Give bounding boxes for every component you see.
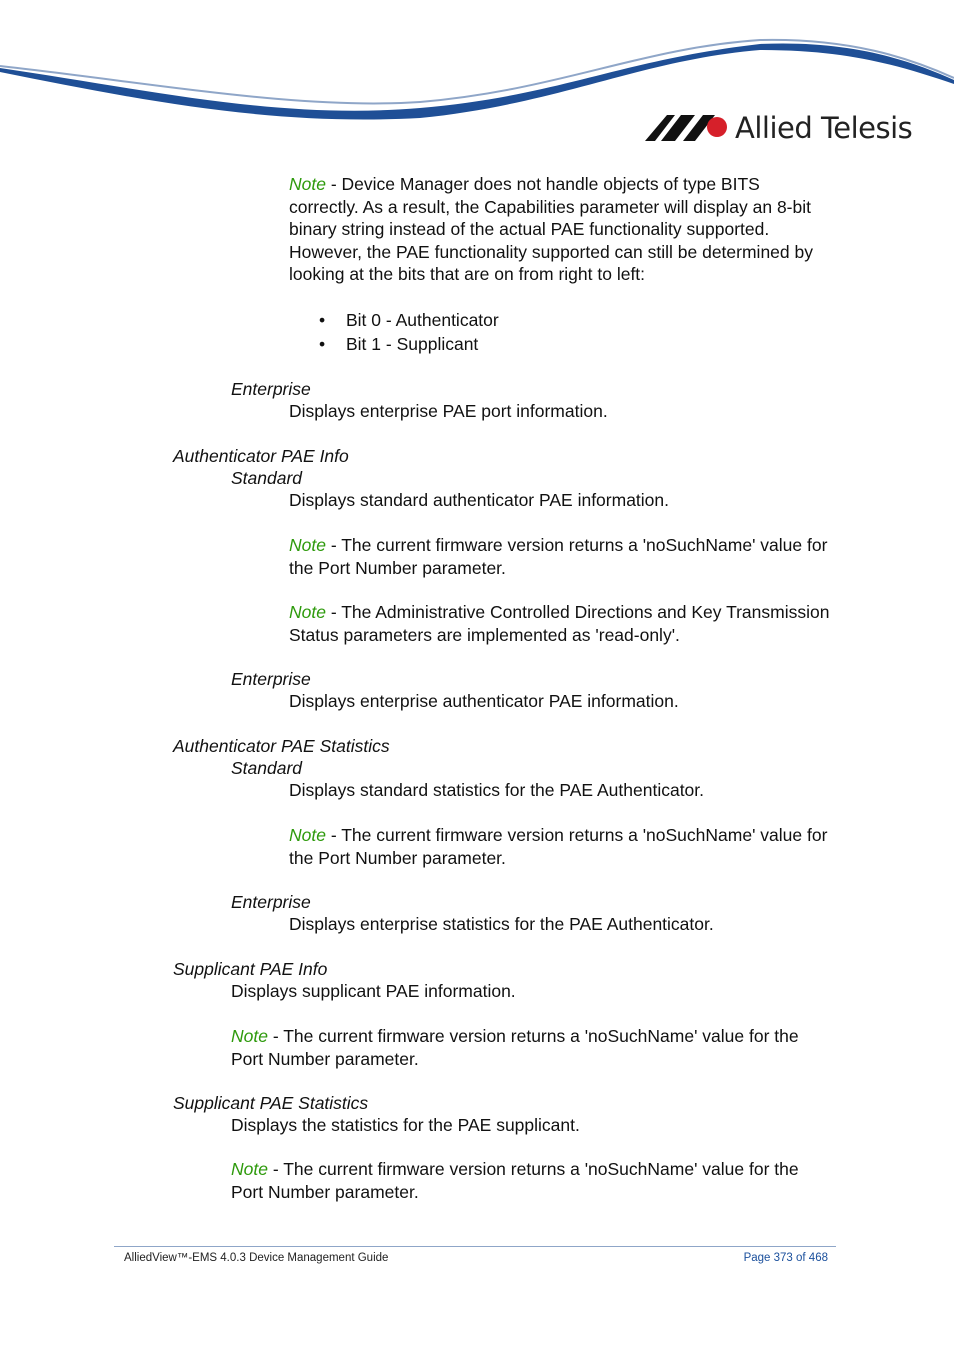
note-paragraph — [289, 824, 834, 869]
description-text: Displays enterprise authenticator PAE information. — [289, 691, 679, 711]
note-paragraph — [289, 601, 834, 646]
note-paragraph — [289, 173, 834, 286]
description-text: Displays supplicant PAE information. — [231, 981, 516, 1001]
subheading: Standard — [231, 468, 303, 488]
list-item — [319, 309, 499, 332]
description-text: Displays standard statistics for the PAE Authenticator. — [289, 780, 705, 800]
logo-wordmark: Allied Telesis — [735, 111, 913, 145]
note-label: Note — [289, 174, 326, 194]
list-item-text: Bit 1 - Supplicant — [346, 334, 479, 354]
list-item-text: Bit 0 - Authenticator — [346, 310, 499, 330]
note-text: - The current firmware version returns a 'noSuchName' value for the Port Number parameter. — [289, 535, 828, 578]
subheading: Standard — [231, 758, 303, 778]
allied-telesis-logo — [645, 110, 912, 146]
description-text: Displays the statistics for the PAE supplicant. — [231, 1115, 580, 1135]
note-paragraph — [231, 1025, 831, 1070]
note-paragraph — [289, 534, 834, 579]
footer-page-number: Page 373 of 468 — [743, 1252, 828, 1264]
section-heading: Supplicant PAE Info — [173, 959, 328, 979]
note-text: - Device Manager does not handle objects of type BITS correctly. As a result, the Capabilities parameter will display an 8-bit binary string instead of the actual PAE functionality supported. However, the PAE functionality supported can still be determined by looking at the bits that are on from right to left: — [289, 174, 813, 284]
note-text: - The Administrative Controlled Directions and Key Transmission Status parameters are implemented as 'read-only'. — [289, 602, 830, 645]
note-text: - The current firmware version returns a 'noSuchName' value for the Port Number parameter. — [231, 1026, 799, 1069]
bullet-icon: • — [319, 310, 326, 330]
note-label: Note — [289, 825, 326, 845]
description-text: Displays enterprise statistics for the PAE Authenticator. — [289, 914, 714, 934]
section-heading: Authenticator PAE Info — [173, 446, 349, 466]
subheading: Enterprise — [231, 669, 311, 689]
note-text: - The current firmware version returns a 'noSuchName' value for the Port Number parameter. — [289, 825, 828, 868]
note-paragraph — [231, 1158, 831, 1203]
footer-guide-title: AlliedView™-EMS 4.0.3 Device Management Guide — [124, 1252, 389, 1264]
note-label: Note — [231, 1159, 268, 1179]
allied-telesis-logo-mark — [645, 113, 729, 143]
section-heading: Authenticator PAE Statistics — [173, 736, 390, 756]
note-label: Note — [231, 1026, 268, 1046]
note-text: - The current firmware version returns a 'noSuchName' value for the Port Number parameter. — [231, 1159, 799, 1202]
list-item — [319, 333, 479, 356]
description-text: Displays enterprise PAE port information. — [289, 401, 608, 421]
note-label: Note — [289, 535, 326, 555]
subheading: Enterprise — [231, 379, 311, 399]
subheading: Enterprise — [231, 892, 311, 912]
bullet-icon: • — [319, 334, 326, 354]
note-label: Note — [289, 602, 326, 622]
description-text: Displays standard authenticator PAE information. — [289, 490, 670, 510]
section-heading: Supplicant PAE Statistics — [173, 1093, 369, 1113]
footer-divider — [114, 1246, 836, 1247]
